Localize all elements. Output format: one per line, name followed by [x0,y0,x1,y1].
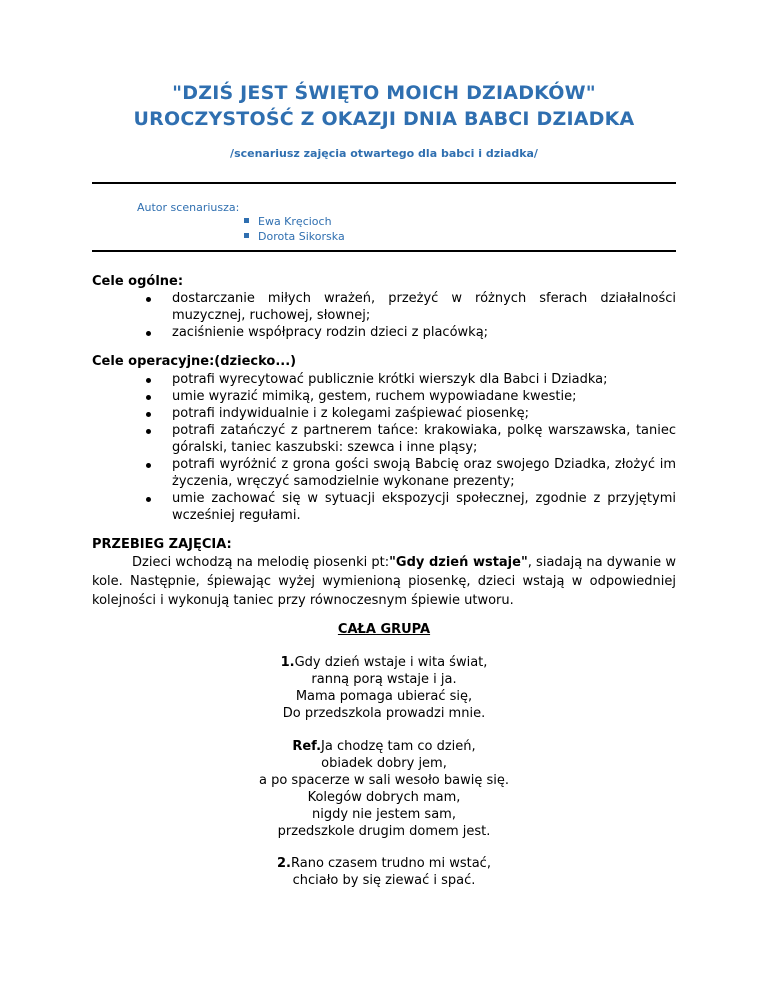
subtitle: /scenariusz zajęcia otwartego dla babci i dziadka/ [230,147,538,160]
bullet-icon [146,331,151,336]
list-item [92,388,676,405]
group-label: CAŁA GRUPA [337,622,431,637]
author-item [244,230,345,243]
song-stanza-2 [0,855,768,889]
lyric-line: przedszkole drugim domem jest. [277,824,491,839]
song-refrain [0,738,768,840]
bullet-icon [146,497,151,502]
list-item [92,324,676,341]
lyric-line: obiadek dobry jem, [321,756,447,771]
bullet-icon [146,412,151,417]
list-item [92,405,676,422]
bullet-icon [146,395,151,400]
lyric-line: 2.Rano czasem trudno mi wstać, [277,856,491,871]
square-bullet-icon [244,233,249,238]
list-item-text: potrafi zatańczyć z partnerem tańce: krakowiaka, polkę warszawska, taniec góralski, taniec kaszubski: szewca i inne pląsy; [172,423,676,455]
bullet-icon [146,463,151,468]
list-item-text: potrafi wyrecytować publicznie krótki wierszyk dla Babci i Dziadka; [172,372,608,387]
list-item-text: zaciśnienie współpracy rodzin dzieci z placówką; [172,325,489,340]
course-heading: PRZEBIEG ZAJĘCIA: [92,537,232,552]
course-text: Dzieci wchodzą na melodię piosenki pt: [132,555,390,570]
author-label: Autor scenariusza: [137,201,240,214]
lyric-line: Do przedszkola prowadzi mnie. [282,706,486,721]
lyric-line: a po spacerze w sali wesoło bawię się. [259,773,509,788]
course-paragraph [92,553,676,610]
goals-operational-list [92,371,676,524]
goals-general-heading: Cele ogólne: [92,274,184,289]
lyric-line: Mama pomaga ubierać się, [295,689,473,704]
list-item [92,371,676,388]
list-item [92,290,676,324]
lyric-line: nigdy nie jestem sam, [312,807,456,822]
list-item [92,490,676,524]
list-item [92,422,676,456]
stanza-marker: 1. [280,655,295,670]
list-item-text: potrafi indywidualnie i z kolegami zaśpiewać piosenkę; [172,406,530,421]
author-name: Ewa Kręcioch [258,215,332,228]
top-divider [92,182,676,184]
lyric-line: chciało by się ziewać i spać. [292,873,476,888]
list-item-text: potrafi wyróżnić z grona gości swoją Babcię oraz swojego Dziadka, złożyć im życzenia, wręczyć samodzielnie wykonane prezenty; [172,457,676,489]
list-item-text: umie zachować się w sytuacji ekspozycji społecznej, zgodnie z przyjętymi wcześniej regułami. [172,491,676,523]
lyric-line: Ref.Ja chodzę tam co dzień, [292,739,476,754]
lyric-line: ranną porą wstaje i ja. [311,672,457,687]
goals-general-list [92,290,676,341]
bottom-divider [92,250,676,252]
song-title: "Gdy dzień wstaje" [389,555,528,570]
title-line-1: "DZIŚ JEST ŚWIĘTO MOICH DZIADKÓW" [172,82,596,104]
author-name: Dorota Sikorska [258,230,345,243]
refrain-marker: Ref. [292,739,322,754]
goals-operational-heading: Cele operacyjne:(dziecko...) [92,354,297,369]
bullet-icon [146,297,151,302]
lyric-line: 1.Gdy dzień wstaje i wita świat, [280,655,488,670]
title-line-2: UROCZYSTOŚĆ Z OKAZJI DNIA BABCI DZIADKA [133,108,635,130]
list-item [92,456,676,490]
list-item-text: umie wyrazić mimiką, gestem, ruchem wypowiadane kwestie; [172,389,577,404]
bullet-icon [146,429,151,434]
square-bullet-icon [244,218,249,223]
bullet-icon [146,378,151,383]
list-item-text: dostarczanie miłych wrażeń, przeżyć w różnych sferach działalności muzycznej, ruchowej, słownej; [172,291,676,323]
author-item [244,215,332,228]
course-text: , siadają na dywanie w kole. Następnie, śpiewając wyżej wymienioną piosenkę, dzieci wstają w odpowiedniej kolejności i wykonują taniec przy równoczesnym śpiewie utworu. [92,555,676,608]
lyric-line: Kolegów dobrych mam, [307,790,461,805]
song-stanza-1 [0,654,768,722]
stanza-marker: 2. [277,856,291,871]
